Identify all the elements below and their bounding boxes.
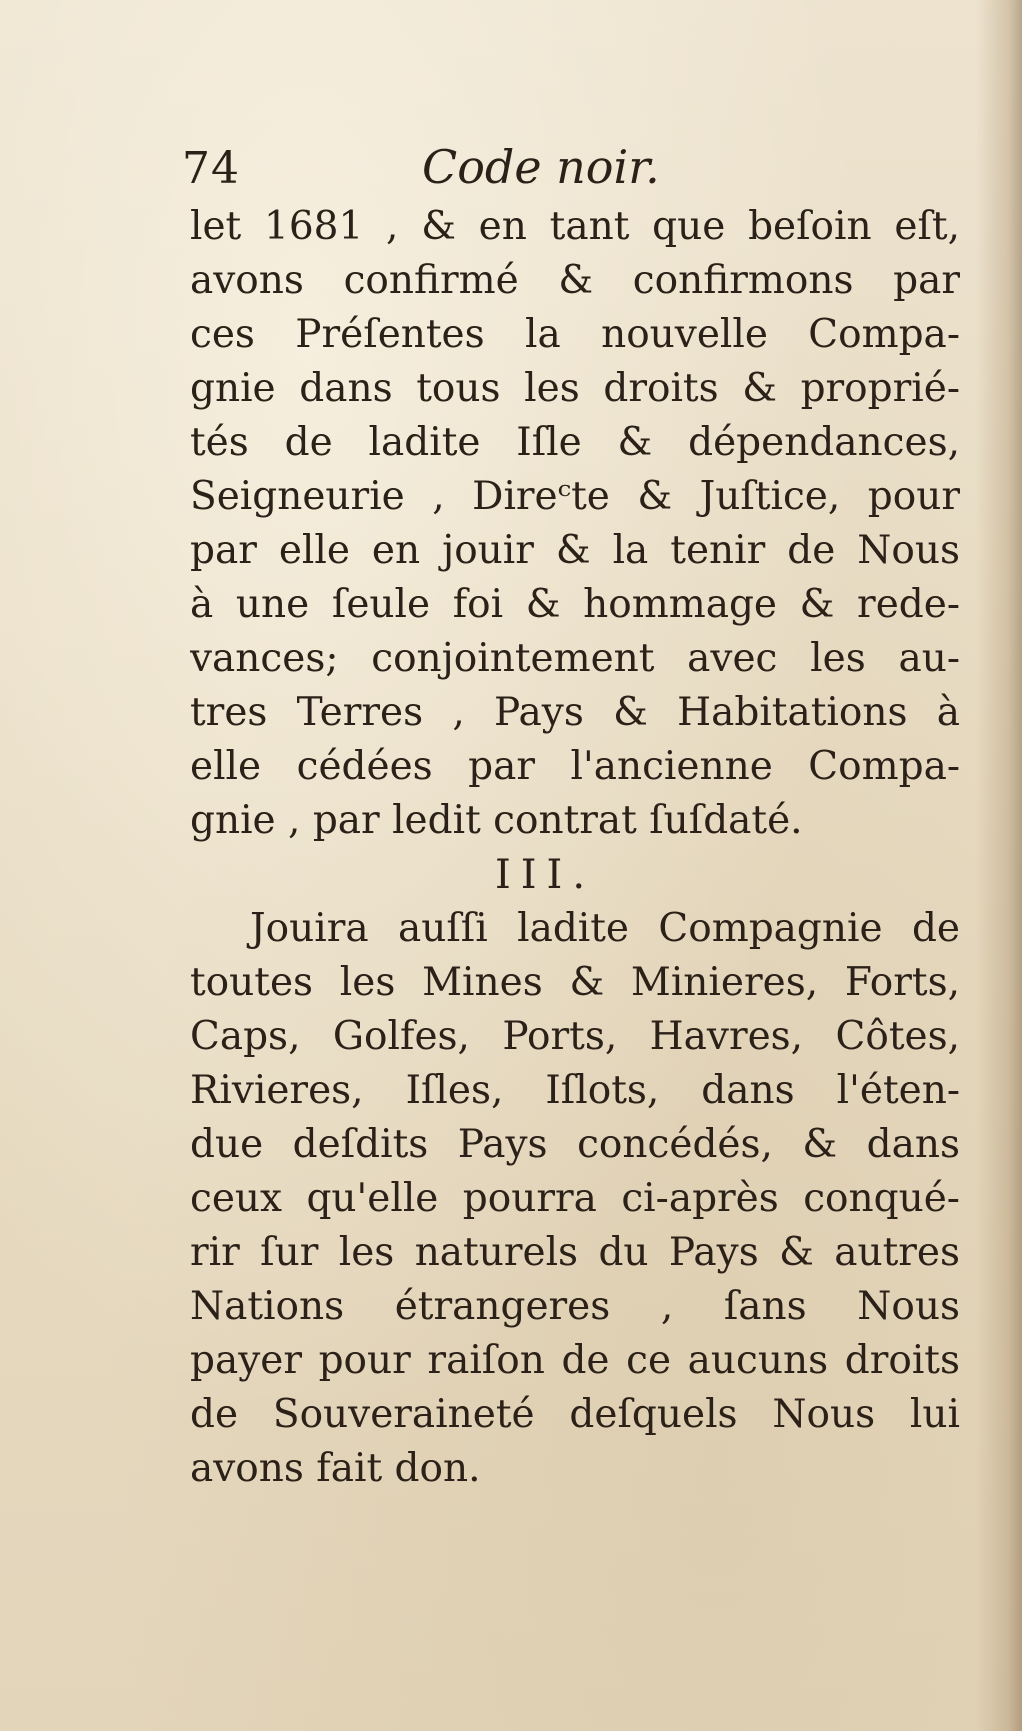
text-line: gnie , par ledit contrat ſuſdaté. <box>190 798 803 843</box>
running-head <box>182 140 742 200</box>
body-text <box>190 200 960 1496</box>
text-line: vances; conjointement avec les au- <box>190 636 960 681</box>
page-gutter-shadow <box>976 0 1022 1731</box>
text-line: due deſdits Pays concédés, & dans <box>190 1122 960 1167</box>
text-line: Jouira auſſi ladite Compagnie de <box>250 906 960 951</box>
text-line: let 1681 , & en tant que beſoin eſt, <box>190 204 960 249</box>
text-line: rir ſur les naturels du Pays & autres <box>190 1230 960 1275</box>
text-line: tres Terres , Pays & Habitations à <box>190 690 960 735</box>
paragraph-1 <box>190 200 960 848</box>
text-line: Nations étrangeres , ſans Nous <box>190 1284 960 1329</box>
paragraph-2 <box>190 902 960 1496</box>
text-line: avons fait don. <box>190 1446 481 1491</box>
text-line: payer pour raiſon de ce aucuns droits <box>190 1338 960 1383</box>
page-number: 74 <box>182 143 240 194</box>
text-line: gnie dans tous les droits & proprié- <box>190 366 960 411</box>
text-line: par elle en jouir & la tenir de Nous <box>190 528 960 573</box>
text-line: Rivieres, Iſles, Iſlots, dans l'éten- <box>190 1068 960 1113</box>
running-title: Code noir. <box>422 140 660 194</box>
text-line: de Souveraineté deſquels Nous lui <box>190 1392 960 1437</box>
text-line: elle cédées par l'ancienne Compa- <box>190 744 960 789</box>
text-line: à une ſeule foi & hommage & rede- <box>190 582 960 627</box>
section-heading: III. <box>494 852 596 898</box>
text-line: avons confirmé & confirmons par <box>190 258 960 303</box>
text-line: Seigneurie , Direᶜte & Juſtice, pour <box>190 474 960 519</box>
text-line: ceux qu'elle pourra ci-après conqué- <box>190 1176 960 1221</box>
text-line: ces Préſentes la nouvelle Compa- <box>190 312 960 357</box>
text-line: toutes les Mines & Minieres, Forts, <box>190 960 960 1005</box>
text-line: tés de ladite Iſle & dépendances, <box>190 420 960 465</box>
text-line: Caps, Golfes, Ports, Havres, Côtes, <box>190 1014 960 1059</box>
